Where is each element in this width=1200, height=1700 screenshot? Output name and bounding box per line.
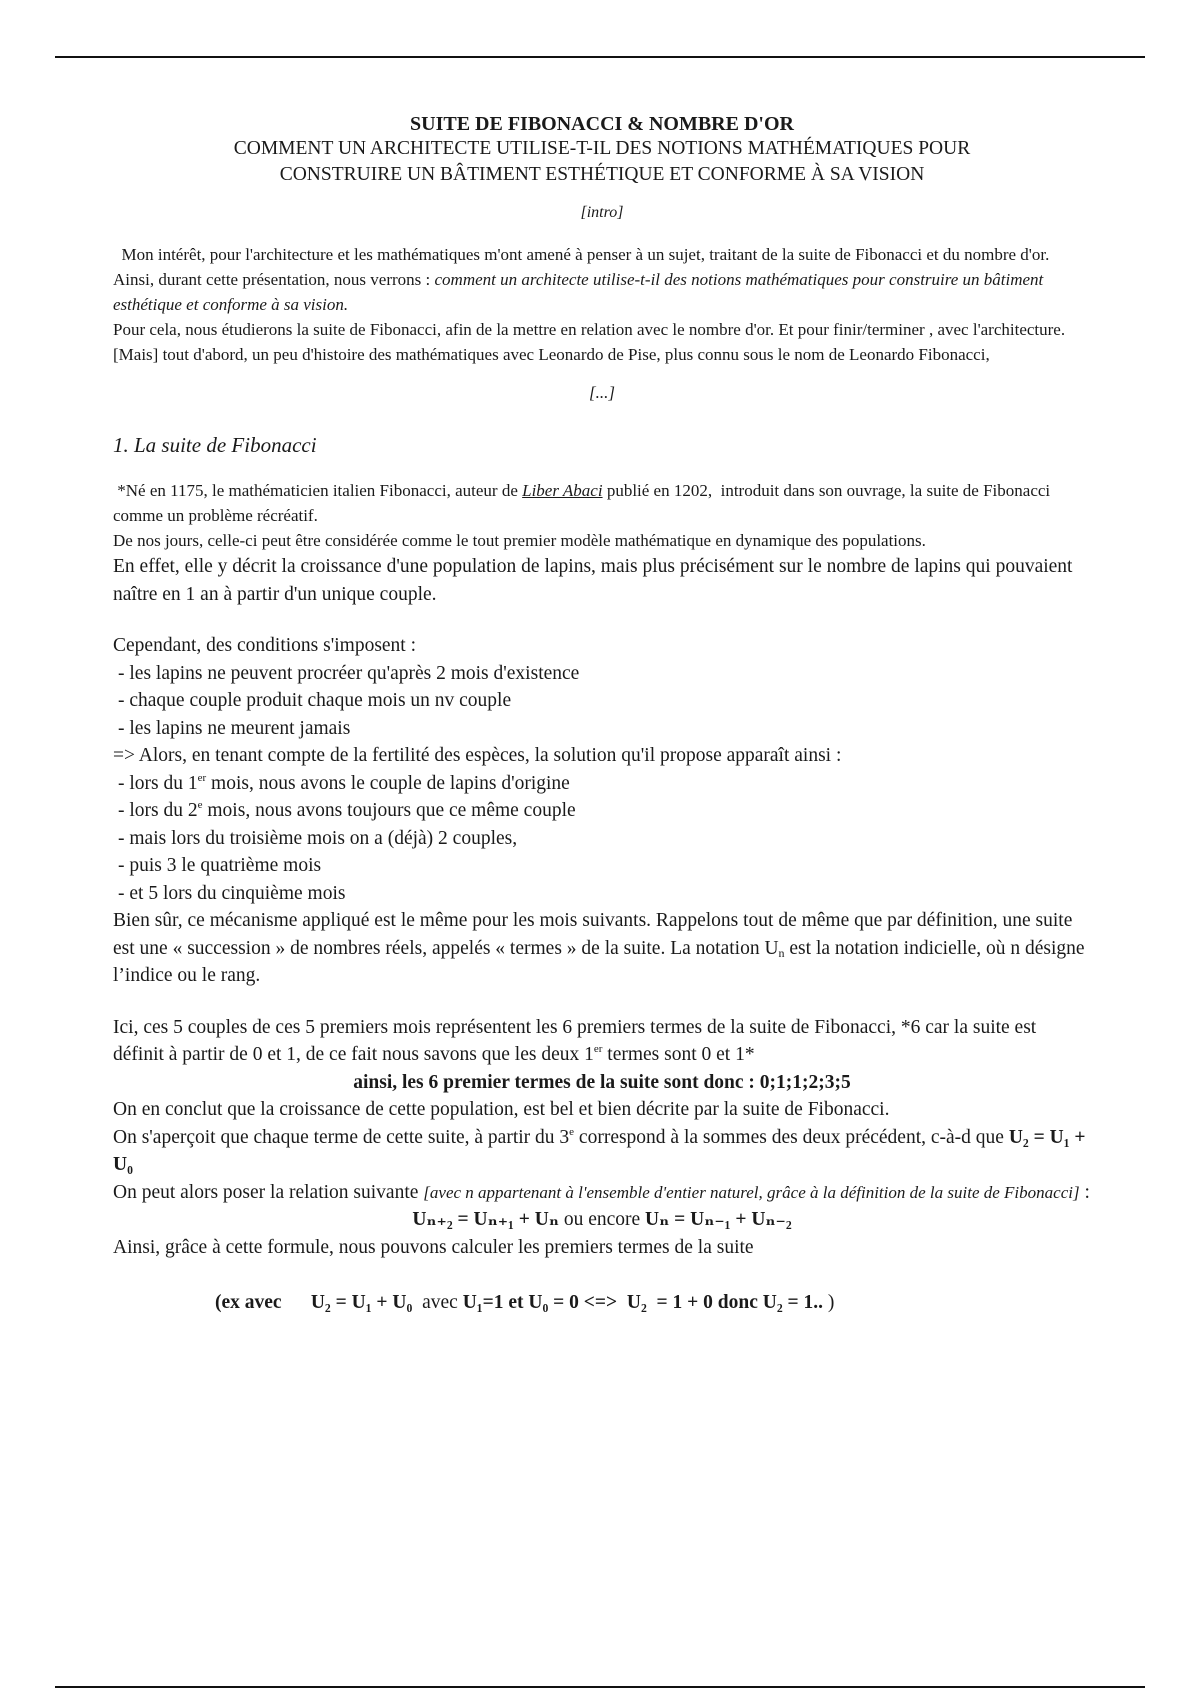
definition-paragraph xyxy=(113,907,1091,990)
page-subtitle-line-1: COMMENT UN ARCHITECTE UTILISE-T-IL DES NOTIONS MATHÉMATIQUES POUR xyxy=(233,138,971,159)
superscript: er xyxy=(197,771,207,784)
page-subtitle-line-2: CONSTRUIRE UN BÂTIMENT ESTHÉTIQUE ET CONFORME À SA VISION xyxy=(279,164,925,185)
text-fragment: mois, nous avons toujours que ce même couple xyxy=(202,800,576,821)
month-item: - mais lors du troisième mois on a (déjà) 2 couples, xyxy=(118,827,518,849)
month-item: - puis 3 le quatrième mois xyxy=(118,855,322,876)
book-title-link[interactable]: Liber Abaci xyxy=(522,481,603,500)
intro-tag: [intro] xyxy=(580,204,624,221)
text-fragment: : xyxy=(1079,1181,1090,1203)
conditions-intro: Cependant, des conditions s'imposent : xyxy=(113,635,417,656)
text-fragment: - lors du 2 xyxy=(118,800,198,821)
intro-lead: Ainsi, durant cette présentation, nous verrons : xyxy=(113,270,435,289)
condition-item: - les lapins ne peuvent procréer qu'après 2 mois d'existence xyxy=(118,662,580,684)
text-fragment: est la notation indicielle, où n désigne l’indice ou le rang. xyxy=(113,937,1085,986)
text-fragment: correspond à la sommes des deux précédent, c-à-d que xyxy=(574,1126,1009,1148)
text-fragment: On peut alors poser la relation suivante xyxy=(113,1181,424,1203)
problem-question: comment un architecte utilise-t-il des notions mathématiques pour construire un bâtiment esthétique et conforme à sa vision. xyxy=(113,270,1044,314)
text-fragment: mois, nous avons le couple de lapins d'origine xyxy=(206,772,570,794)
inline-formula: U₂ = U₁ + U₀ xyxy=(113,1126,1086,1175)
intro-paragraph-4: [Mais] tout d'abord, un peu d'histoire des mathématiques avec Leonardo de Pise, plus connu sous le nom de Leonardo Fibonacci, xyxy=(113,345,990,364)
recurrence-formula xyxy=(113,1206,1091,1234)
section-paragraph-3: En effet, elle y décrit la croissance d'une population de lapins, mais plus précisément sur le nombre de lapins qui pouvaient naître en 1 an à partir d'un unique couple. xyxy=(113,556,1073,605)
recurrence-paragraph xyxy=(113,1124,1091,1179)
intro-paragraph-2 xyxy=(113,267,1091,317)
relation-note: [avec n appartenant à l'ensemble d'entier naturel, grâce à la définition de la suite de Fibonacci] xyxy=(423,1182,1080,1202)
example-start: (ex avec U₂ = U₁ + U₀ xyxy=(215,1292,413,1313)
formula-main: Uₙ₊₂ = Uₙ₊₁ + Uₙ xyxy=(412,1209,559,1230)
relation-paragraph xyxy=(113,1179,1091,1207)
superscript: e xyxy=(569,1125,575,1138)
section-intro xyxy=(113,478,1091,553)
subscript: n xyxy=(778,945,785,960)
intro-paragraph-1: Mon intérêt, pour l'architecture et les mathématiques m'ont amené à penser à un sujet, traitant de la suite de Fibonacci et du nombre d'or. xyxy=(113,245,1050,264)
condition-item: - chaque couple produit chaque mois un nv couple xyxy=(118,690,512,711)
top-rule xyxy=(55,56,1145,58)
section-paragraph-2: De nos jours, celle-ci peut être considérée comme le tout premier modèle mathématique en dynamique des populations. xyxy=(113,531,926,550)
solution-intro: => Alors, en tenant compte de la fertilité des espèces, la solution qu'il propose apparaît ainsi : xyxy=(113,745,842,766)
section-heading: 1. La suite de Fibonacci xyxy=(113,433,317,457)
compute-paragraph: Ainsi, grâce à cette formule, nous pouvons calculer les premiers termes de la suite xyxy=(113,1236,754,1258)
omitted-text-marker: [...] xyxy=(589,383,615,402)
formula-connector: ou encore xyxy=(558,1209,646,1230)
terms-block xyxy=(113,1014,1091,1317)
conclusion-paragraph: On en conclut que la croissance de cette population, est bel et bien décrite par la suite de Fibonacci. xyxy=(113,1099,890,1120)
superscript: e xyxy=(197,799,203,811)
document-page xyxy=(113,112,1091,1317)
text-fragment: - lors du 1 xyxy=(118,772,198,794)
example-end: ) xyxy=(823,1292,835,1313)
example-connector: avec xyxy=(412,1292,463,1313)
conditions-block xyxy=(113,632,1091,990)
month-item xyxy=(113,770,1091,798)
superscript: er xyxy=(593,1043,603,1055)
terms-paragraph xyxy=(113,1014,1091,1069)
intro-section xyxy=(113,242,1091,367)
condition-item: - les lapins ne meurent jamais xyxy=(118,717,351,739)
text-fragment: *Né en 1175, le mathématicien italien Fibonacci, auteur de xyxy=(113,481,523,500)
formula-alt: Uₙ = Uₙ₋₁ + Uₙ₋₂ xyxy=(645,1209,792,1230)
section-paragraph-3-block xyxy=(113,553,1091,608)
bottom-rule xyxy=(55,1686,1145,1688)
text-fragment: On s'aperçoit que chaque terme de cette suite, à partir du 3 xyxy=(113,1126,570,1148)
text-fragment: Bien sûr, ce mécanisme appliqué est le même pour les mois suivants. Rappelons tout de même que par définition, une suite est une « succession » de nombres réels, appelés « termes » de la suite. La notation U xyxy=(113,910,1073,959)
example-computation: U₁=1 et U₀ = 0 <=> U₂ = 1 + 0 donc U₂ = 1.. xyxy=(462,1292,824,1313)
text-fragment: termes sont 0 et 1* xyxy=(602,1044,755,1065)
example-line xyxy=(113,1289,1091,1317)
section-paragraph-1 xyxy=(113,478,1091,528)
intro-paragraph-3: Pour cela, nous étudierons la suite de Fibonacci, afin de la mettre en relation avec le nombre d'or. Et pour finir/terminer , avec l'architecture. xyxy=(113,320,1066,339)
month-item: - et 5 lors du cinquième mois xyxy=(118,882,346,904)
text-fragment: publié en 1202, introduit dans son ouvrage, la suite de Fibonacci comme un problème récréatif. xyxy=(113,481,1055,525)
month-item xyxy=(113,797,1091,825)
page-title: SUITE DE FIBONACCI & NOMBRE D'OR xyxy=(410,113,794,135)
first-terms-line: ainsi, les 6 premier termes de la suite sont donc : 0;1;1;2;3;5 xyxy=(353,1071,851,1093)
text-fragment: Ici, ces 5 couples de ces 5 premiers mois représentent les 6 premiers termes de la suite de Fibonacci, *6 car la suite est définit à partir de 0 et 1, de ce fait nous savons que les deux 1 xyxy=(113,1016,1037,1065)
